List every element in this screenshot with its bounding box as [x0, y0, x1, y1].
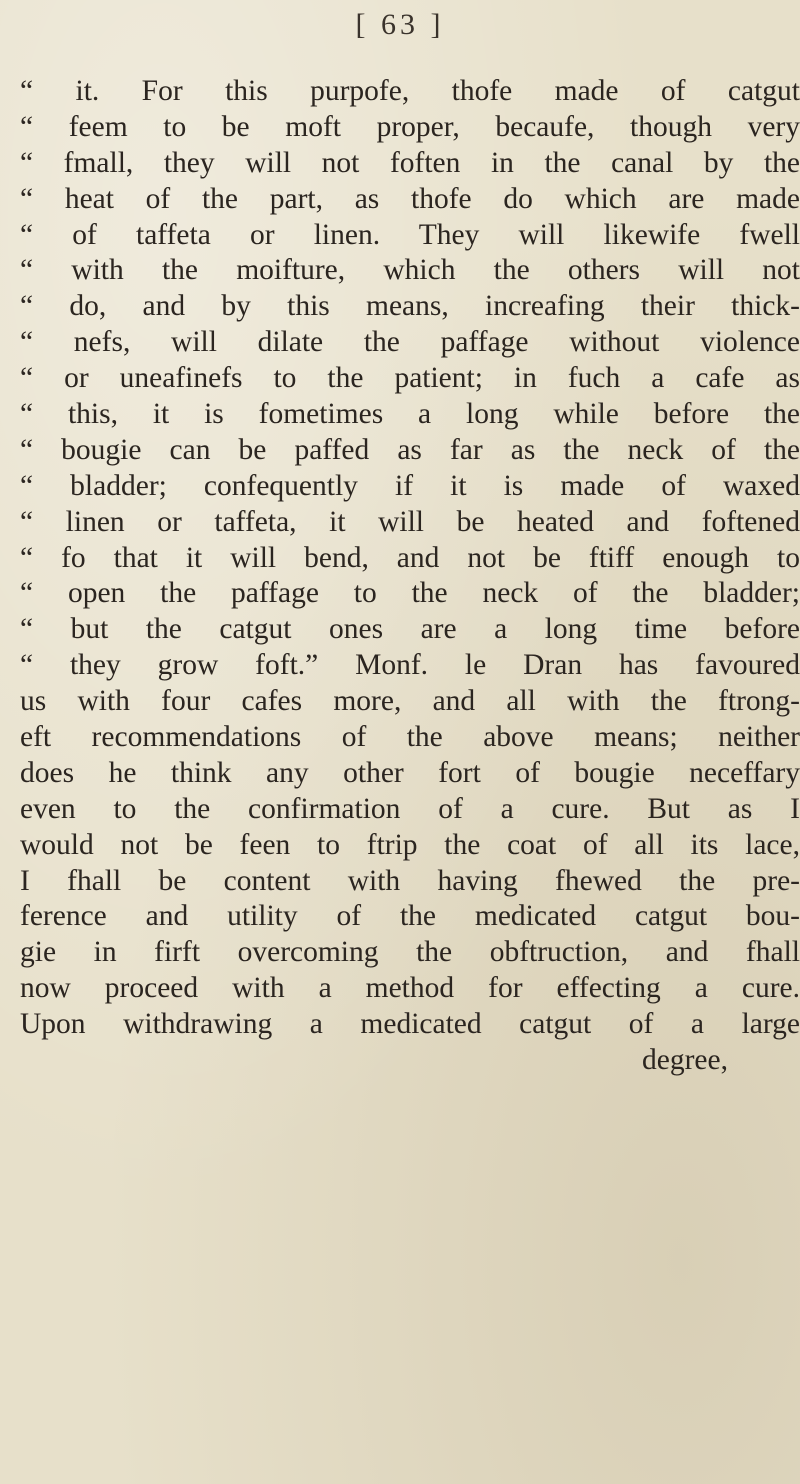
text-line: “ fo that it will bend, and not be ftiff enough to — [20, 541, 800, 574]
page-number: [ 63 ] — [355, 8, 445, 41]
text-line: Upon withdrawing a medicated catgut of a large — [20, 1008, 800, 1041]
body-text — [20, 74, 800, 1079]
text-line: “ with the moifture, which the others will not — [20, 254, 800, 287]
text-line: us with four cafes more, and all with the ftrong- — [20, 685, 800, 718]
text-line: I fhall be content with having fhewed the pre- — [20, 864, 800, 897]
text-line: “ this, it is fometimes a long while before the — [20, 398, 800, 431]
text-line: “ but the catgut ones are a long time before — [20, 613, 800, 646]
text-line: “ fmall, they will not foften in the canal by the — [20, 146, 800, 179]
text-line: ference and utility of the medicated catgut bou- — [20, 900, 800, 933]
catchword: degree, — [642, 1044, 728, 1077]
text-line: “ or uneafinefs to the patient; in fuch a cafe as — [20, 362, 800, 395]
text-line: gie in firft overcoming the obftruction, and fhall — [20, 936, 800, 969]
text-line: would not be feen to ftrip the coat of all its lace, — [20, 828, 800, 861]
text-line: even to the confirmation of a cure. But as I — [20, 792, 800, 825]
text-line: does he think any other fort of bougie neceffary — [20, 756, 800, 789]
text-line: eft recommendations of the above means; neither — [20, 721, 800, 754]
text-line: now proceed with a method for effecting a cure. — [20, 972, 800, 1005]
text-line: “ heat of the part, as thofe do which are made — [20, 182, 800, 215]
text-line: “ bougie can be paffed as far as the neck of the — [20, 433, 800, 466]
text-line: “ they grow foft.” Monf. le Dran has favoured — [20, 649, 800, 682]
text-line: “ it. For this purpofe, thofe made of catgut — [20, 75, 800, 107]
text-line: “ do, and by this means, increafing their thick- — [20, 290, 800, 323]
text-line: “ open the paffage to the neck of the bladder; — [20, 577, 800, 610]
text-line: “ linen or taffeta, it will be heated and foftened — [20, 505, 800, 538]
text-line: “ of taffeta or linen. They will likewife fwell — [20, 218, 800, 251]
text-line: “ nefs, will dilate the paffage without violence — [20, 326, 800, 359]
text-line: “ feem to be moft proper, becaufe, though very — [20, 110, 800, 143]
text-line: “ bladder; confequently if it is made of waxed — [20, 469, 800, 502]
